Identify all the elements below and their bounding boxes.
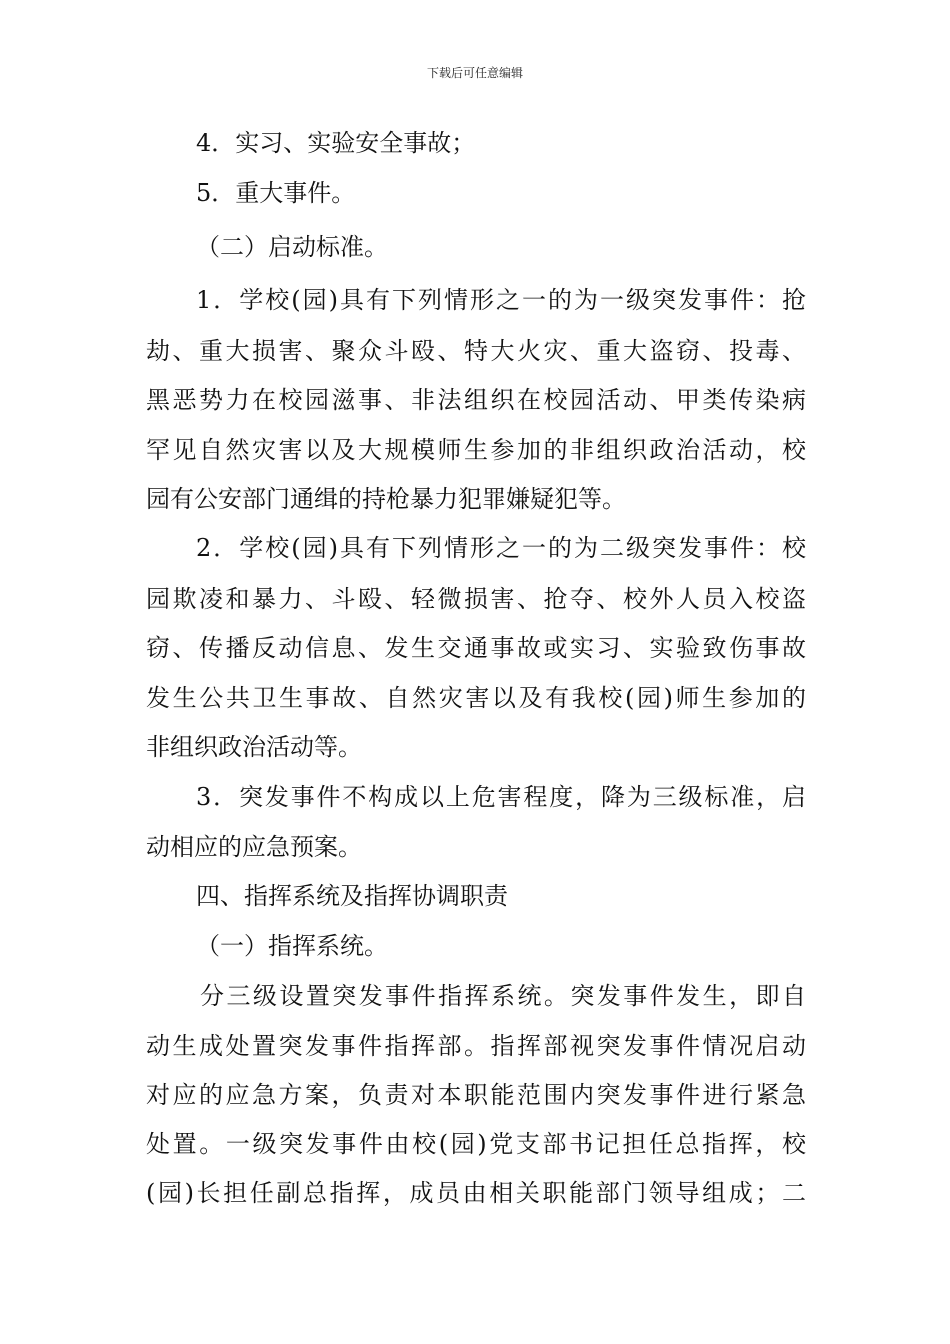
- text-line: 园欺凌和暴力、斗殴、轻微损害、抢夺、校外人员入校盗: [146, 585, 806, 613]
- text-line: 黑恶势力在校园滋事、非法组织在校园活动、甲类传染病: [146, 386, 806, 414]
- section-heading: 四、指挥系统及指挥协调职责: [196, 882, 508, 910]
- text-line: 非组织政治活动等。: [146, 733, 362, 761]
- text-line: 5．重大事件。: [196, 179, 356, 207]
- text-line: 发生公共卫生事故、自然灾害以及有我校(园)师生参加的: [146, 684, 806, 712]
- text-line: 动相应的应急预案。: [146, 833, 362, 861]
- text-line: 窃、传播反动信息、发生交通事故或实习、实验致伤事故: [146, 634, 806, 662]
- text-line: 园有公安部门通缉的持枪暴力犯罪嫌疑犯等。: [146, 485, 626, 513]
- text-line: 4．实习、实验安全事故；: [196, 129, 476, 157]
- text-line: 分三级设置突发事件指挥系统。突发事件发生，即自: [200, 982, 806, 1010]
- text-line: 对应的应急方案，负责对本职能范围内突发事件进行紧急: [146, 1081, 806, 1109]
- section-heading: （二）启动标准。: [196, 233, 388, 261]
- text-line: (园)长担任副总指挥，成员由相关职能部门领导组成；二: [146, 1179, 806, 1207]
- section-heading: （一）指挥系统。: [196, 932, 388, 960]
- text-line: 动生成处置突发事件指挥部。指挥部视突发事件情况启动: [146, 1032, 806, 1060]
- text-line: 罕见自然灾害以及大规模师生参加的非组织政治活动，校: [146, 436, 806, 464]
- text-line: 3．突发事件不构成以上危害程度，降为三级标准，启: [196, 783, 806, 811]
- text-line: 1．学校(园)具有下列情形之一的为一级突发事件：抢: [196, 286, 806, 314]
- text-line: 2．学校(园)具有下列情形之一的为二级突发事件：校: [196, 534, 806, 562]
- text-line: 劫、重大损害、聚众斗殴、特大火灾、重大盗窃、投毒、: [146, 337, 806, 365]
- page-header-note: 下载后可任意编辑: [426, 66, 523, 80]
- text-line: 处置。一级突发事件由校(园)党支部书记担任总指挥，校: [146, 1130, 806, 1158]
